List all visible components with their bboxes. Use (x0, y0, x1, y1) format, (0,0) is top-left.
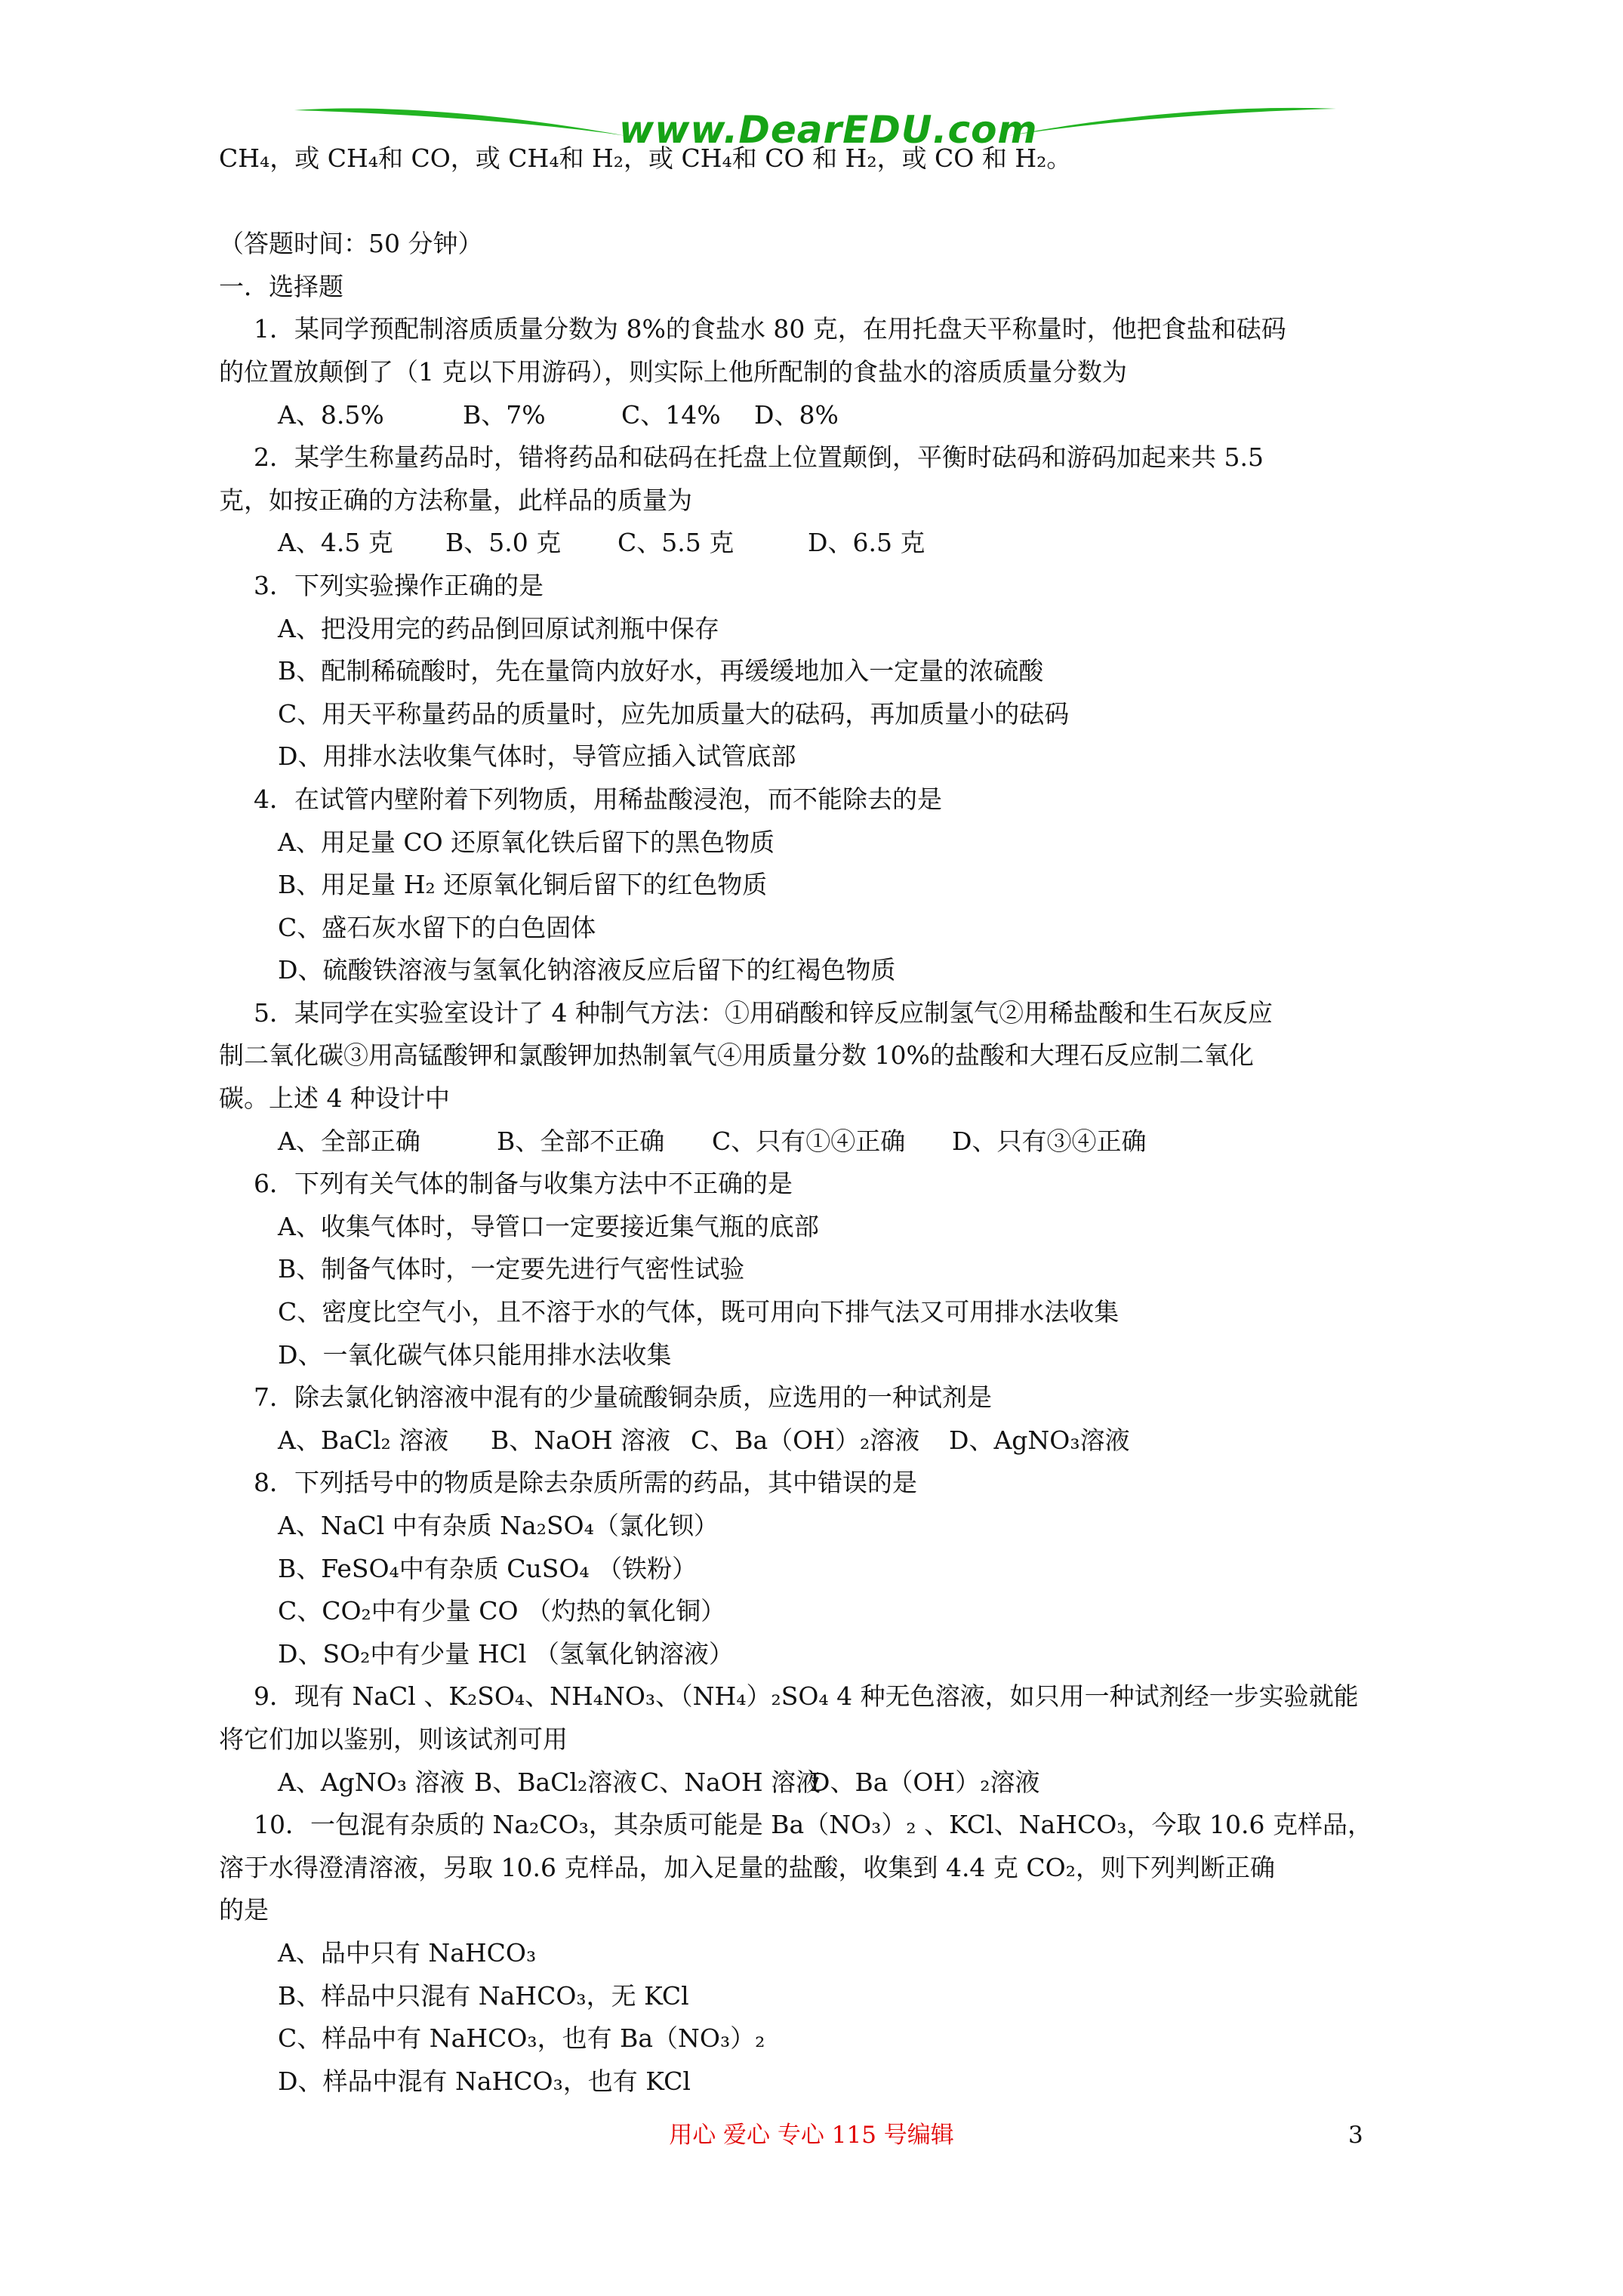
question-9-stem-line-2: 将它们加以鉴别，则该试剂可用 (219, 1724, 568, 1754)
question-2-stem-line-1: 2．某学生称量药品时，错将药品和砝码在托盘上位置颠倒，平衡时砝码和游码加起来共 5.5 (254, 442, 1264, 473)
question-10-stem-line-1: 10．一包混有杂质的 Na₂CO₃，其杂质可能是 Ba（NO₃）₂ 、KCl、NaHCO₃，今取 10.6 克样品， (254, 1810, 1372, 1840)
section-title: 一．选择题 (219, 271, 343, 301)
question-6-option-a: A、收集气体时，导管口一定要接近集气瓶的底部 (278, 1211, 819, 1241)
footer-text: 用心 爱心 专心 115 号编辑 (669, 2122, 954, 2149)
option-d: D、AgNO₃溶液 (949, 1425, 1130, 1455)
question-6-option-c: C、密度比空气小，且不溶于水的气体，既可用向下排气法又可用排水法收集 (278, 1297, 1119, 1327)
question-2-options (219, 522, 1419, 565)
question-3-option-d: D、用排水法收集气体时，导管应插入试管底部 (278, 741, 796, 772)
question-4-option-d: D、硫酸铁溶液与氢氧化钠溶液反应后留下的红褐色物质 (278, 955, 896, 985)
question-6-option-b: B、制备气体时，一定要先进行气密性试验 (278, 1254, 745, 1284)
question-9-options (219, 1761, 1419, 1804)
option-d: D、Ba（OH）₂溶液 (810, 1767, 1040, 1797)
option-a: A、AgNO₃ 溶液 (278, 1767, 465, 1797)
question-8-stem: 8．下列括号中的物质是除去杂质所需的药品，其中错误的是 (254, 1468, 917, 1498)
question-8-option-a: A、NaCl 中有杂质 Na₂SO₄（氯化钡） (278, 1511, 719, 1540)
question-10-option-c: C、样品中有 NaHCO₃，也有 Ba（NO₃）₂ (278, 2023, 765, 2054)
option-b: B、全部不正确 (497, 1126, 665, 1156)
question-3-option-b: B、配制稀硫酸时，先在量筒内放好水，再缓缓地加入一定量的浓硫酸 (278, 656, 1044, 686)
question-5-stem-line-3: 碳。上述 4 种设计中 (219, 1083, 450, 1114)
question-4-option-b: B、用足量 H₂ 还原氧化铜后留下的红色物质 (278, 870, 768, 900)
option-b: B、NaOH 溶液 (491, 1425, 671, 1455)
document-body (219, 137, 1419, 2103)
question-4-stem: 4．在试管内壁附着下列物质，用稀盐酸浸泡，而不能除去的是 (254, 784, 942, 814)
question-3-option-a: A、把没用完的药品倒回原试剂瓶中保存 (278, 613, 719, 643)
question-8-option-d: D、SO₂中有少量 HCl （氢氧化钠溶液） (278, 1638, 734, 1669)
question-4-option-c: C、盛石灰水留下的白色固体 (278, 912, 596, 942)
question-10-option-b: B、样品中只混有 NaHCO₃，无 KCl (278, 1980, 689, 2011)
question-8-option-c: C、CO₂中有少量 CO （灼热的氧化铜） (278, 1596, 726, 1626)
question-5-options (219, 1120, 1419, 1163)
question-3-stem: 3．下列实验操作正确的是 (254, 570, 544, 600)
question-2-stem-line-2: 克，如按正确的方法称量，此样品的质量为 (219, 485, 692, 515)
option-a: A、4.5 克 (278, 528, 393, 558)
question-4-option-a: A、用足量 CO 还原氧化铁后留下的黑色物质 (278, 827, 775, 857)
site-logo-text: www.DearEDU.com (619, 108, 1038, 152)
option-b: B、5.0 克 (445, 528, 562, 558)
option-a: A、BaCl₂ 溶液 (278, 1425, 449, 1455)
question-9-stem-line-1: 9．现有 NaCl 、K₂SO₄、NH₄NO₃、（NH₄）₂SO₄ 4 种无色溶液，如只用一种试剂经一步实验就能 (254, 1681, 1359, 1712)
question-1-stem-line-1: 1．某同学预配制溶质质量分数为 8%的食盐水 80 克，在用托盘天平称量时，他把食盐和砝码 (254, 314, 1286, 344)
question-10-option-d: D、样品中混有 NaHCO₃，也有 KCl (278, 2066, 691, 2096)
option-b: B、BaCl₂溶液 (474, 1767, 638, 1797)
page-number: 3 (1348, 2122, 1363, 2149)
question-7-options (219, 1419, 1419, 1462)
question-1-options (219, 394, 1419, 437)
question-1-stem-line-2: 的位置放颠倒了（1 克以下用游码），则实际上他所配制的食盐水的溶质质量分数为 (219, 356, 1127, 387)
option-c: C、Ba（OH）₂溶液 (691, 1425, 920, 1455)
question-10-stem-line-2: 溶于水得澄清溶液，另取 10.6 克样品，加入足量的盐酸，收集到 4.4 克 CO₂，则下列判断正确 (219, 1852, 1275, 1882)
time-note: （答题时间：50 分钟） (219, 229, 483, 259)
question-8-option-b: B、FeSO₄中有杂质 CuSO₄ （铁粉） (278, 1553, 698, 1583)
option-c: C、5.5 克 (617, 528, 735, 558)
question-5-stem-line-1: 5．某同学在实验室设计了 4 种制气方法：①用硝酸和锌反应制氢气②用稀盐酸和生石灰反应 (254, 997, 1273, 1028)
question-10-option-a: A、品中只有 NaHCO₃ (278, 1937, 537, 1968)
option-d: D、只有③④正确 (952, 1126, 1147, 1156)
option-c: C、NaOH 溶液 (640, 1767, 821, 1797)
option-d: D、8% (754, 399, 839, 430)
question-7-stem: 7．除去氯化钠溶液中混有的少量硫酸铜杂质，应选用的一种试剂是 (254, 1382, 992, 1413)
question-10-stem-line-3: 的是 (219, 1895, 269, 1925)
question-5-stem-line-2: 制二氧化碳③用高锰酸钾和氯酸钾加热制氧气④用质量分数 10%的盐酸和大理石反应制二氧化 (219, 1040, 1254, 1071)
option-c: C、只有①④正确 (712, 1126, 906, 1156)
question-6-option-d: D、一氧化碳气体只能用排水法收集 (278, 1339, 672, 1370)
question-3-option-c: C、用天平称量药品的质量时，应先加质量大的砝码，再加质量小的砝码 (278, 698, 1070, 729)
intro-line: CH₄，或 CH₄和 CO，或 CH₄和 H₂，或 CH₄和 CO 和 H₂，或 CO 和 H₂。 (219, 143, 1072, 173)
option-a: A、全部正确 (278, 1126, 420, 1156)
question-6-stem: 6．下列有关气体的制备与收集方法中不正确的是 (254, 1169, 793, 1199)
option-d: D、6.5 克 (808, 528, 925, 558)
page-footer (0, 2114, 1623, 2156)
option-c: C、14% (621, 399, 721, 430)
option-b: B、7% (463, 399, 546, 430)
option-a: A、8.5% (278, 399, 384, 430)
